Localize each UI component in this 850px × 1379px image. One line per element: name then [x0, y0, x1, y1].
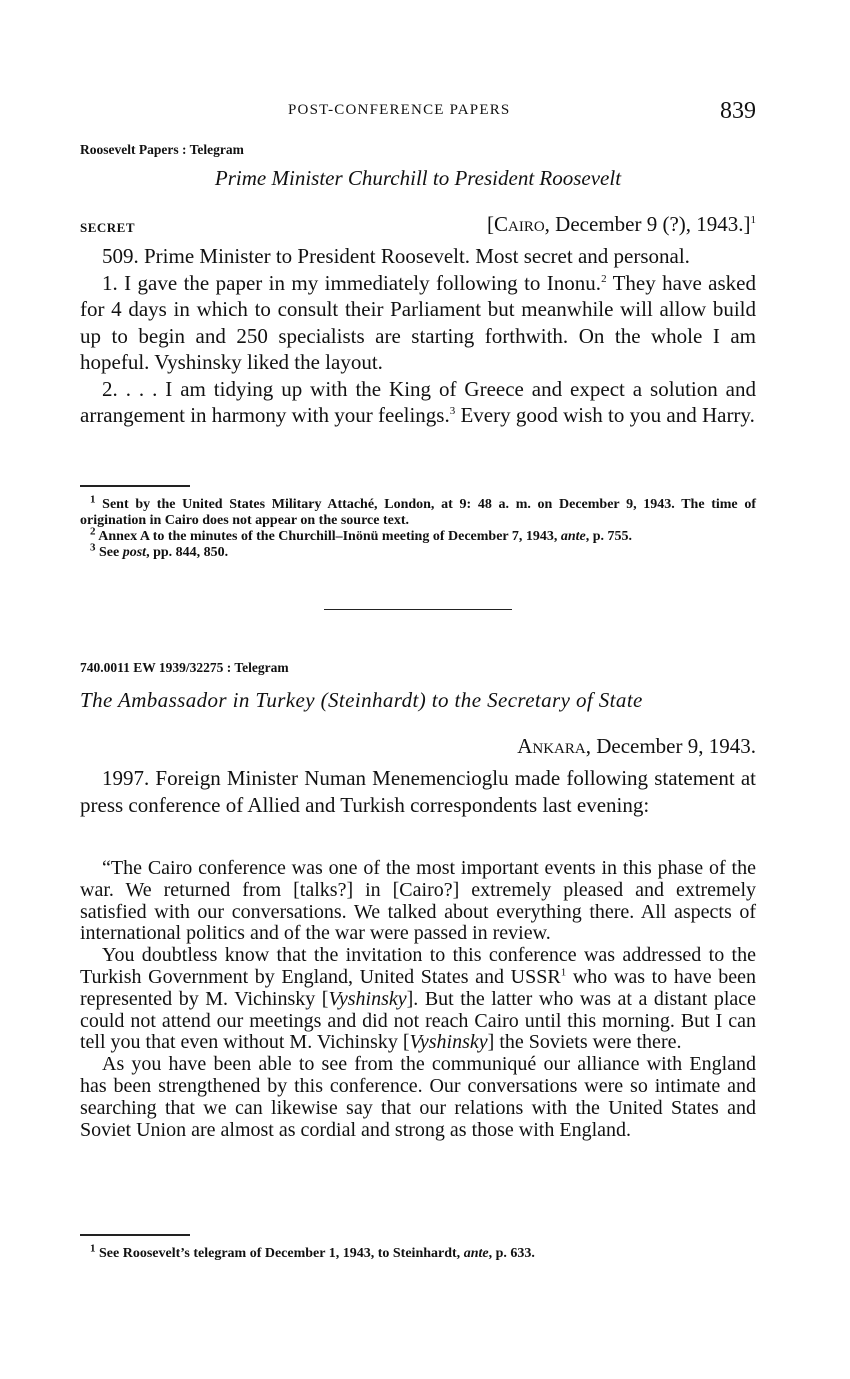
- footnote-1: $^1$ See Roosevelt’s telegram of December 1, 1943, to Steinhardt, ante, p. 633.: [90, 1242, 535, 1261]
- doc2-title: The Ambassador in Turkey (Steinhardt) to the Secretary of State: [80, 688, 643, 712]
- doc2-quotation: [80, 858, 756, 1141]
- doc2-dateline: [517, 734, 756, 759]
- doc2-paragraph-1: 1997. Foreign Minister Numan Menemencioglu made following statement at press conference of Allied and Turkish correspondents last evening:: [80, 766, 756, 817]
- dateline-date: , December 9, 1943.: [585, 734, 756, 758]
- footnote-ref: 1: [750, 214, 756, 226]
- doc1-body: [80, 243, 756, 429]
- doc1-paragraph-2: 1. I gave the paper in my immediately following to Inonu.$^2$ They have asked for 4 days in which to consult their Parliament but meanwhile will allow build up to begin and 250 specialists are starting forthwith. On the whole I am hopeful. Vyshinsky liked the layout.: [80, 270, 756, 374]
- doc2-source-line: 740.0011 EW 1939/32275 : Telegram: [80, 660, 289, 675]
- quote-paragraph-1: “The Cairo conference was one of the most important events in this phase of the war. We returned from [talks?] in [Cairo?] extremely pleased and extremely satisfied with our conversations. We talked about everything there. All aspects of international politics and of the war were passed in review.: [80, 857, 756, 945]
- doc2-body: [80, 765, 756, 818]
- running-header: [80, 98, 756, 126]
- doc2-title-name: Steinhardt: [328, 688, 419, 712]
- dateline-place: Cairo: [494, 212, 545, 236]
- doc1-source-line: Roosevelt Papers : Telegram: [80, 142, 244, 157]
- quote-paragraph-3: As you have been able to see from the communiqué our alliance with England has been strengthened by this conference. Our conversations were so intimate and searching that we can likewise say that our relations with the United States and Soviet Union are almost as cordial and strong as those with England.: [80, 1053, 756, 1141]
- footnote-1: $^1$ Sent by the United States Military Attaché, London, at 9: 48 a. m. on December 9, 1943. The time of origination in Cairo does not appear on the source text.: [80, 493, 756, 528]
- doc1-title: Prime Minister Churchill to President Roosevelt: [214, 166, 622, 190]
- doc1-footnotes: [80, 493, 756, 561]
- footnote-2: $^2$ Annex A to the minutes of the Churchill–Inönü meeting of December 7, 1943, ante, p. 755.: [90, 525, 633, 544]
- dateline-place: Ankara: [517, 734, 586, 758]
- footnote-ref: 2: [601, 272, 607, 285]
- footnote-divider: [80, 1234, 190, 1236]
- footnote-ref: 3: [449, 405, 456, 417]
- quote-paragraph-2: You doubtless know that the invitation to this conference was addressed to the Turkish Government by England, United States and USSR$^1$ who was to have been represented by M. Vichinsky [Vyshinsky]. But the latter who was at a distant place could not attend our meetings and did not reach Cairo until this morning. But I can tell you that even without M. Vichinsky [Vyshinsky] the Soviets were there.: [80, 944, 757, 1054]
- footnote-ref: 1: [560, 966, 567, 979]
- page-number: 839: [720, 98, 756, 124]
- footnote-divider: [80, 485, 190, 487]
- doc1-paragraph-1: 509. Prime Minister to President Roosevelt. Most secret and personal.: [102, 244, 690, 268]
- doc1-classification: SECRET: [80, 220, 136, 235]
- doc1-paragraph-3: 2. . . . I am tidying up with the King of Greece and expect a solution and arrangement in harmony with your feelings.$^3$ Every good wish to you and Harry.: [80, 376, 756, 427]
- running-title: POST-CONFERENCE PAPERS: [288, 102, 511, 118]
- doc1-dateline: [487, 212, 756, 237]
- dateline-date: , December 9 (?), 1943.]: [544, 212, 751, 236]
- doc2-footnotes: [80, 1242, 756, 1262]
- section-divider: [324, 609, 512, 610]
- dateline-bracket: [: [487, 212, 494, 236]
- footnote-3: $^3$ See post, pp. 844, 850.: [90, 541, 229, 560]
